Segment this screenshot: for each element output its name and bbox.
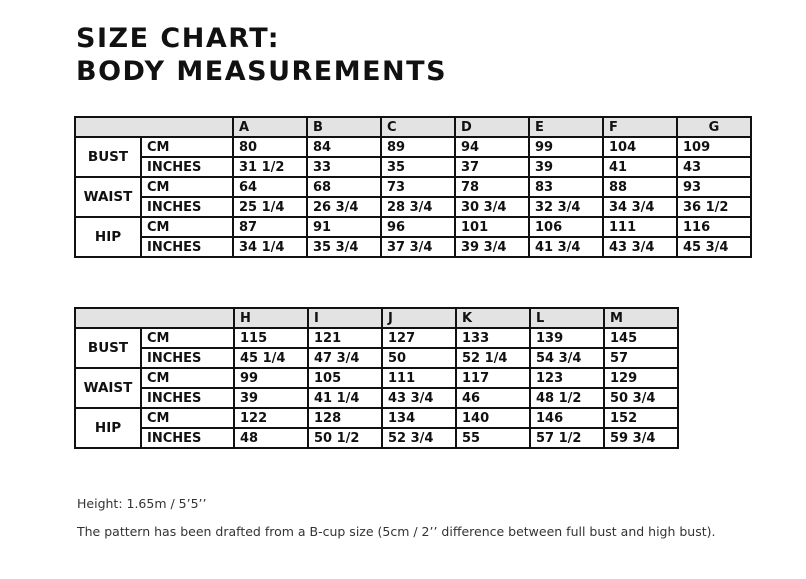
value-cell: 50 3/4: [604, 388, 678, 408]
size-header-h: H: [234, 308, 308, 328]
unit-label: CM: [141, 137, 233, 157]
unit-label: INCHES: [141, 348, 234, 368]
value-cell: 39: [529, 157, 603, 177]
size-header-i: I: [308, 308, 382, 328]
table-row: [75, 197, 751, 217]
unit-label: CM: [141, 368, 234, 388]
table-row: [75, 408, 678, 428]
value-cell: 55: [456, 428, 530, 448]
value-cell: 57 1/2: [530, 428, 604, 448]
size-header-k: K: [456, 308, 530, 328]
value-cell: 104: [603, 137, 677, 157]
value-cell: 116: [677, 217, 751, 237]
value-cell: 41 3/4: [529, 237, 603, 257]
value-cell: 89: [381, 137, 455, 157]
value-cell: 52 3/4: [382, 428, 456, 448]
corner-cell: [75, 117, 233, 137]
corner-cell: [75, 308, 234, 328]
value-cell: 91: [307, 217, 381, 237]
unit-label: CM: [141, 177, 233, 197]
value-cell: 26 3/4: [307, 197, 381, 217]
value-cell: 50 1/2: [308, 428, 382, 448]
value-cell: 128: [308, 408, 382, 428]
value-cell: 43 3/4: [382, 388, 456, 408]
value-cell: 30 3/4: [455, 197, 529, 217]
value-cell: 57: [604, 348, 678, 368]
value-cell: 59 3/4: [604, 428, 678, 448]
value-cell: 50: [382, 348, 456, 368]
value-cell: 45 3/4: [677, 237, 751, 257]
value-cell: 52 1/4: [456, 348, 530, 368]
value-cell: 48 1/2: [530, 388, 604, 408]
page-title: [76, 22, 447, 88]
value-cell: 99: [529, 137, 603, 157]
value-cell: 39 3/4: [455, 237, 529, 257]
table-row: [75, 428, 678, 448]
size-header-j: J: [382, 308, 456, 328]
size-header-f: F: [603, 117, 677, 137]
value-cell: 84: [307, 137, 381, 157]
value-cell: 105: [308, 368, 382, 388]
value-cell: 101: [455, 217, 529, 237]
value-cell: 140: [456, 408, 530, 428]
value-cell: 36 1/2: [677, 197, 751, 217]
table-row: [75, 157, 751, 177]
value-cell: 48: [234, 428, 308, 448]
value-cell: 115: [234, 328, 308, 348]
value-cell: 31 1/2: [233, 157, 307, 177]
value-cell: 122: [234, 408, 308, 428]
table-row: [75, 237, 751, 257]
value-cell: 83: [529, 177, 603, 197]
value-cell: 93: [677, 177, 751, 197]
value-cell: 41 1/4: [308, 388, 382, 408]
size-header-a: A: [233, 117, 307, 137]
value-cell: 41: [603, 157, 677, 177]
table-row: [75, 388, 678, 408]
value-cell: 45 1/4: [234, 348, 308, 368]
value-cell: 37 3/4: [381, 237, 455, 257]
value-cell: 87: [233, 217, 307, 237]
value-cell: 64: [233, 177, 307, 197]
size-header-e: E: [529, 117, 603, 137]
value-cell: 54 3/4: [530, 348, 604, 368]
title-line-1: SIZE CHART:: [76, 23, 281, 54]
unit-label: CM: [141, 408, 234, 428]
value-cell: 106: [529, 217, 603, 237]
value-cell: 78: [455, 177, 529, 197]
value-cell: 146: [530, 408, 604, 428]
size-header-d: D: [455, 117, 529, 137]
measure-label-waist: WAIST: [75, 368, 141, 408]
value-cell: 123: [530, 368, 604, 388]
value-cell: 39: [234, 388, 308, 408]
value-cell: 47 3/4: [308, 348, 382, 368]
table-row: [75, 177, 751, 197]
value-cell: 109: [677, 137, 751, 157]
value-cell: 139: [530, 328, 604, 348]
value-cell: 133: [456, 328, 530, 348]
height-note: Height: 1.65m / 5’5’’: [77, 496, 207, 511]
size-header-g: G: [677, 117, 751, 137]
size-table-h-to-m: [74, 307, 679, 449]
value-cell: 34 3/4: [603, 197, 677, 217]
value-cell: 33: [307, 157, 381, 177]
measure-label-hip: HIP: [75, 408, 141, 448]
size-header-c: C: [381, 117, 455, 137]
unit-label: INCHES: [141, 157, 233, 177]
measure-label-hip: HIP: [75, 217, 141, 257]
value-cell: 134: [382, 408, 456, 428]
size-header-l: L: [530, 308, 604, 328]
unit-label: CM: [141, 328, 234, 348]
value-cell: 127: [382, 328, 456, 348]
value-cell: 121: [308, 328, 382, 348]
pattern-note: The pattern has been drafted from a B-cup size (5cm / 2’’ difference between full bust and high bust).: [77, 524, 716, 539]
measure-label-bust: BUST: [75, 328, 141, 368]
title-line-2: BODY MEASUREMENTS: [76, 56, 448, 87]
value-cell: 117: [456, 368, 530, 388]
value-cell: 43 3/4: [603, 237, 677, 257]
value-cell: 28 3/4: [381, 197, 455, 217]
value-cell: 25 1/4: [233, 197, 307, 217]
value-cell: 35 3/4: [307, 237, 381, 257]
size-table-a-to-g: [74, 116, 752, 258]
value-cell: 35: [381, 157, 455, 177]
header-row: [75, 117, 751, 137]
value-cell: 68: [307, 177, 381, 197]
size-header-m: M: [604, 308, 678, 328]
table-row: [75, 368, 678, 388]
value-cell: 129: [604, 368, 678, 388]
header-row: [75, 308, 678, 328]
value-cell: 94: [455, 137, 529, 157]
value-cell: 32 3/4: [529, 197, 603, 217]
unit-label: INCHES: [141, 237, 233, 257]
table-row: [75, 137, 751, 157]
unit-label: INCHES: [141, 197, 233, 217]
value-cell: 46: [456, 388, 530, 408]
value-cell: 145: [604, 328, 678, 348]
unit-label: INCHES: [141, 388, 234, 408]
table-row: [75, 348, 678, 368]
value-cell: 43: [677, 157, 751, 177]
value-cell: 37: [455, 157, 529, 177]
value-cell: 96: [381, 217, 455, 237]
value-cell: 152: [604, 408, 678, 428]
value-cell: 73: [381, 177, 455, 197]
value-cell: 88: [603, 177, 677, 197]
table-row: [75, 328, 678, 348]
unit-label: CM: [141, 217, 233, 237]
table-row: [75, 217, 751, 237]
value-cell: 111: [603, 217, 677, 237]
value-cell: 80: [233, 137, 307, 157]
unit-label: INCHES: [141, 428, 234, 448]
value-cell: 99: [234, 368, 308, 388]
measure-label-waist: WAIST: [75, 177, 141, 217]
value-cell: 111: [382, 368, 456, 388]
measure-label-bust: BUST: [75, 137, 141, 177]
size-header-b: B: [307, 117, 381, 137]
value-cell: 34 1/4: [233, 237, 307, 257]
